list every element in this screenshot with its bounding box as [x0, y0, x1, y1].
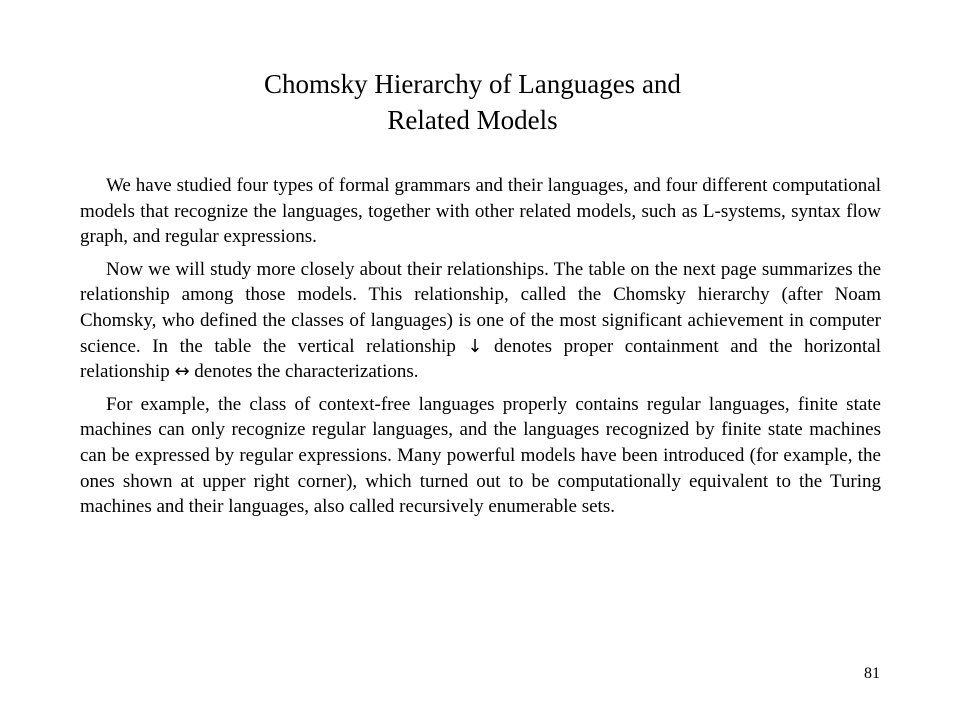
- paragraph-intro: We have studied four types of formal grammars and their languages, and four different computational models that recognize the languages, together with other related models, such as L-systems, syntax flow graph, and regular expressions.: [80, 175, 881, 248]
- page-number: 81: [864, 665, 880, 682]
- paragraph-relationships-text-2: denotes proper containment and the horizontal relationship: [80, 335, 882, 383]
- left-right-arrow-icon: ↔: [174, 361, 190, 383]
- paragraph-example: For example, the class of context-free languages properly contains regular languages, finite state machines can only recognize regular languages, and the languages recognized by finite state machines can be expressed by regular expressions. Many powerful models have been introduced (for example, the ones shown at upper right corner), which turned out to be computationally equivalent to the Turing machines and their languages, also called recursively enumerable sets.: [80, 393, 881, 518]
- title-line-2: Related Models: [387, 105, 558, 135]
- title-line-1: Chomsky Hierarchy of Languages and: [264, 69, 681, 99]
- paragraph-relationships-text-3: denotes the characterizations.: [189, 361, 419, 383]
- down-arrow-icon: ↓: [467, 335, 483, 357]
- paragraph-relationships: [80, 257, 881, 385]
- paragraph-relationships-text-1: Now we will study more closely about their relationships. The table on the next page summarizes the relationship among those models. This relationship, called the Chomsky hierarchy (after Noam Chomsky, who defined the classes of languages) is one of the most significant achievement in computer science. In the table the vertical relationship: [80, 258, 881, 357]
- slide-body: [80, 173, 881, 527]
- slide-title: [0, 66, 945, 138]
